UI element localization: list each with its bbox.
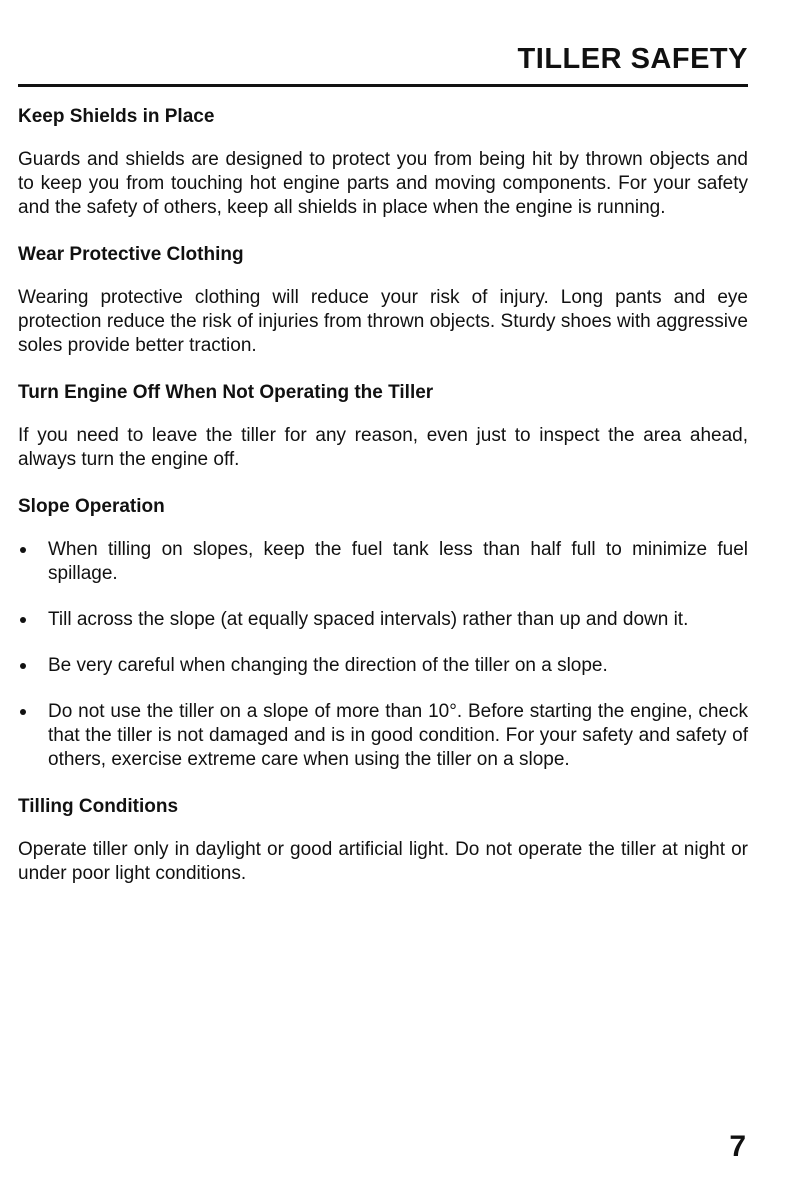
page-header bbox=[18, 38, 748, 87]
bullet-text: When tilling on slopes, keep the fuel tank less than half full to minimize fuel spillage. bbox=[48, 539, 748, 584]
bullet-icon bbox=[20, 709, 26, 715]
section-heading: Keep Shields in Place bbox=[18, 106, 215, 127]
page-number: 7 bbox=[729, 1130, 746, 1163]
bullet-icon bbox=[20, 547, 26, 553]
section-tilling-conditions bbox=[18, 794, 748, 886]
page-title: TILLER SAFETY bbox=[517, 43, 748, 75]
section-text: Guards and shields are designed to protect you from being hit by thrown objects and to keep you from touching hot engine parts and moving components. For your safety and the safety of others, keep all shields in place when the engine is running. bbox=[18, 149, 748, 218]
list-item bbox=[18, 654, 748, 678]
page-content bbox=[18, 104, 748, 908]
bullet-text: Do not use the tiller on a slope of more than 10°. Before starting the engine, check that the tiller is not damaged and is in good condition. For your safety and safety of others, exercise extreme care when using the tiller on a slope. bbox=[48, 701, 748, 770]
bullet-text: Be very careful when changing the direction of the tiller on a slope. bbox=[48, 655, 608, 676]
section-text: If you need to leave the tiller for any reason, even just to inspect the area ahead, always turn the engine off. bbox=[18, 425, 748, 470]
bullet-icon bbox=[20, 663, 26, 669]
bullet-text: Till across the slope (at equally spaced intervals) rather than up and down it. bbox=[48, 609, 689, 630]
list-item bbox=[18, 608, 748, 632]
section-heading: Wear Protective Clothing bbox=[18, 244, 244, 265]
section-engine-off bbox=[18, 380, 748, 472]
section-heading: Tilling Conditions bbox=[18, 796, 179, 817]
section-heading: Slope Operation bbox=[18, 496, 165, 517]
section-heading: Turn Engine Off When Not Operating the Tiller bbox=[18, 382, 434, 403]
section-slope-operation bbox=[18, 494, 748, 772]
bullet-list bbox=[18, 538, 748, 772]
section-text: Wearing protective clothing will reduce your risk of injury. Long pants and eye protection reduce the risk of injuries from thrown objects. Sturdy shoes with aggressive soles provide better traction. bbox=[18, 287, 748, 356]
bullet-icon bbox=[20, 617, 26, 623]
list-item bbox=[18, 538, 748, 586]
list-item bbox=[18, 700, 748, 772]
section-text: Operate tiller only in daylight or good artificial light. Do not operate the tiller at night or under poor light conditions. bbox=[18, 839, 748, 884]
section-protective-clothing bbox=[18, 242, 748, 358]
section-keep-shields bbox=[18, 104, 748, 220]
